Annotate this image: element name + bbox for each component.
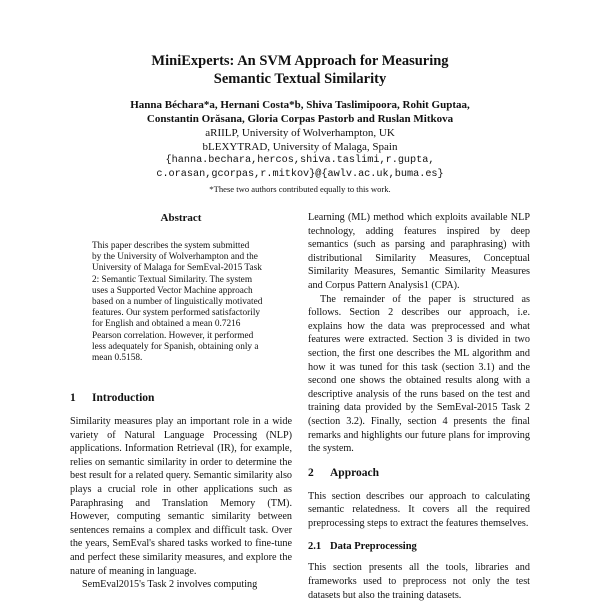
abstract-line: by the University of Wolverhampton and the [92,252,258,263]
right-column [308,211,530,602]
intro-heading-text: Introduction [92,392,155,404]
intro-heading [70,391,292,405]
abstract-line: uses a Supported Vector Machine approach [92,285,253,296]
preprocessing-number: 2.1 [308,541,322,553]
abstract-line: This paper describes the system submitted [92,241,250,251]
right-paragraph-2: The remainder of the paper is structured as follows. Section 2 describes our approach, i.e. explains how the data was preprocessed and what features were extracted. Section 3 is divided in two section, the first one describes the ML algorithm and how it was tuned for this task (section 3.1) and the second one shows the obtained results along with a descriptive analysis of the runs based on the test and training data provided by the SemEval-2015 Task 2 (section 3.2). Finally, section 4 presents the final remarks and highlights our future plans for improving the system. [308,293,530,455]
email-line-1: {hanna.bechara,hercos,shiva.taslimi,r.gupta, [165,155,435,166]
author-list-line-1: Hanna Béchara*a, Hernani Costa*b, Shiva Taslimipoora, Rohit Guptaa, [130,99,470,111]
abstract-line: for English and obtained a mean 0.7216 [92,319,241,330]
affiliation-b: bLEXYTRAD, University of Malaga, Spain [202,141,398,153]
abstract-heading: Abstract [160,212,202,224]
intro-paragraph-1: Similarity measures play an important role in a wide variety of Natural Language Processing (NLP) applications. Information Retrieval (IR), for example, relies on semantic similarity in order to determine the best result for a related query. Semantic similarity also plays a crucial role in other applications such as Paraphrasing and Translation Memory (TM). However, computing semantic similarity between sentences remains a complex and difficult task. Over the years, SemEval's shared tasks worked to fine-tune and perfect these similarity measures, and explore the nature of meaning in language. [70,416,292,577]
approach-number: 2 [308,466,314,479]
abstract-line: features. Our system performed satisfactorily [92,308,261,319]
paper-title-line-1: MiniExperts: An SVM Approach for Measuring [151,53,449,69]
abstract-line: mean 0.5158. [92,353,143,364]
abstract-line: less adequately for Spanish, obtaining only a [92,341,259,352]
author-list-line-2: Constantin Orăsana, Gloria Corpas Pastorb and Ruslan Mitkova [146,113,454,125]
preprocessing-heading [308,540,530,553]
approach-paragraph: This section describes our approach to calculating semantic relatedness. It covers all the required preprocessing steps to extract the features themselves. [308,490,530,529]
abstract-line: Pearson correlation. However, it performed [92,330,254,341]
preprocessing-heading-text: Data Preprocessing [330,541,417,553]
approach-heading-text: Approach [330,466,379,479]
abstract-line: based on a number of linguistically motivated [92,297,263,308]
intro-section [70,391,292,592]
preprocessing-paragraph: This section presents all the tools, libraries and frameworks used to preprocess not only the test datasets but also the training datasets. [308,562,530,601]
intro-paragraph-2: SemEval2015's Task 2 involves computing [82,579,258,591]
email-line-2: c.orasan,gcorpas,r.mitkov}@{awlv.ac.uk,buma.es} [156,169,444,180]
right-paragraph-1: Learning (ML) method which exploits available NLP technology, adding features inspired by deep semantics (such as parsing and paraphrasing) with distributional Similarity Measures, Conceptual Similarity Measures, Semantic Similarity Measures and Corpus Pattern Analysis1 (CPA). [308,212,530,291]
abstract-line: University of Malaga for SemEval-2015 Task [92,263,262,274]
approach-heading [308,466,530,480]
paper-title-line-2: Semantic Textual Similarity [213,71,387,87]
equal-contribution-note: *These two authors contributed equally to this work. [209,184,391,194]
abstract-line: 2: Semantic Textual Similarity. The system [92,274,253,285]
abstract-body [92,241,272,364]
intro-number: 1 [70,392,76,404]
affiliation-a: aRIILP, University of Wolverhampton, UK [205,127,395,139]
